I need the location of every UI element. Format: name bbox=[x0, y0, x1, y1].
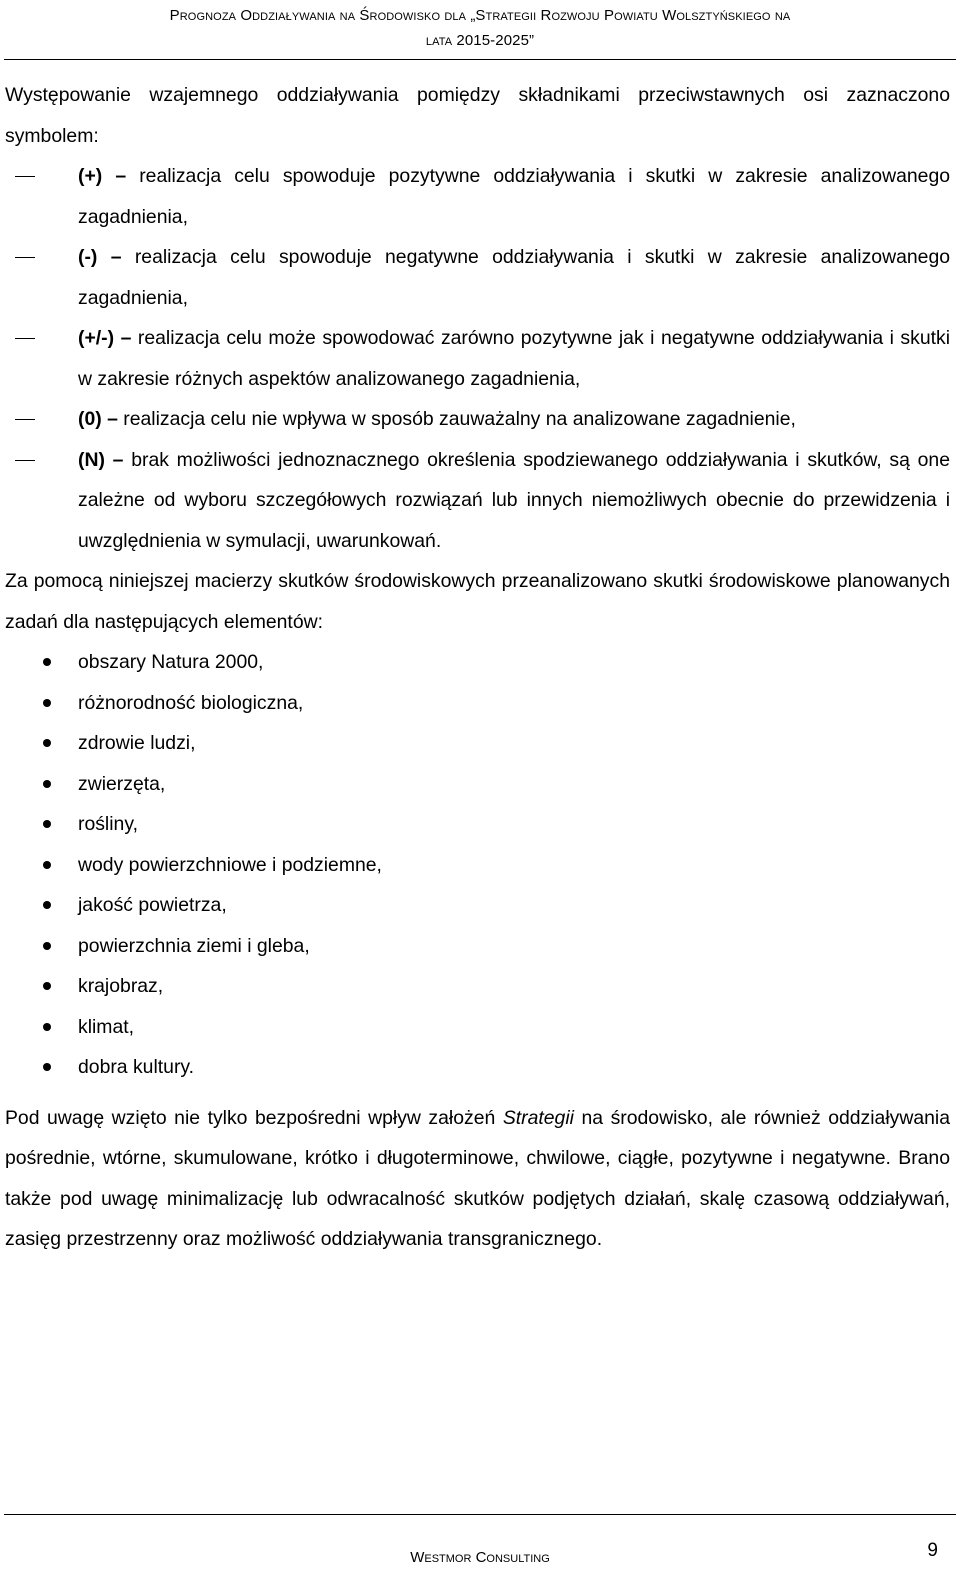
element-list-item bbox=[5, 804, 950, 845]
symbol-description: brak możliwości jednoznacznego określenia spodziewanego oddziaływania i skutków, są one zależne od wyboru szczegółowych rozwiązań lub innych niemożliwych obecnie do przewidzenia i uwzględnienia w symulacji, uwarunkowań. bbox=[78, 448, 951, 552]
header-title-line1: Prognoza Oddziaływania na Środowisko dla „Strategii Rozwoju Powiatu Wolsztyńskiego na bbox=[169, 7, 791, 24]
closing-paragraph bbox=[5, 1098, 950, 1260]
closing-text-part1: Pod uwagę wzięto nie tylko bezpośredni wpływ założeń bbox=[5, 1106, 496, 1129]
closing-italic-term: Strategii bbox=[502, 1106, 574, 1129]
element-label: obszary Natura 2000, bbox=[78, 651, 264, 673]
symbol-list-item bbox=[5, 318, 950, 399]
element-label: jakość powietrza, bbox=[78, 894, 227, 916]
element-list-item bbox=[5, 845, 950, 886]
element-list-item bbox=[5, 1007, 950, 1048]
header-title-line2: lata 2015-2025” bbox=[425, 32, 535, 49]
symbol-list bbox=[5, 156, 950, 561]
symbol-code: (+) bbox=[78, 165, 103, 187]
symbol-dash: – bbox=[112, 448, 132, 471]
element-list-item bbox=[5, 966, 950, 1007]
symbol-dash: – bbox=[110, 246, 135, 268]
element-list-item bbox=[5, 642, 950, 683]
footer-divider bbox=[4, 1514, 956, 1515]
intro-paragraph: Występowanie wzajemnego oddziaływania pomiędzy składnikami przeciwstawnych osi zaznaczono symbolem: bbox=[5, 84, 950, 147]
element-list-item bbox=[5, 764, 950, 805]
symbol-list-item bbox=[5, 399, 950, 440]
symbol-description: realizacja celu może spowodować zarówno pozytywne jak i negatywne oddziaływania i skutki w zakresie różnych aspektów analizowanego zagadnienia, bbox=[78, 327, 950, 390]
matrix-intro-paragraph: Za pomocą niniejszej macierzy skutków środowiskowych przeanalizowano skutki środowiskowe planowanych zadań dla następujących elementów: bbox=[5, 570, 950, 633]
element-label: zdrowie ludzi, bbox=[78, 732, 196, 754]
symbol-description: realizacja celu spowoduje negatywne oddziaływania i skutki w zakresie analizowanego zagadnienia, bbox=[78, 246, 951, 309]
symbol-code: (-) bbox=[78, 246, 98, 268]
symbol-dash: – bbox=[120, 327, 138, 349]
element-list-item bbox=[5, 1047, 950, 1088]
symbol-description: realizacja celu nie wpływa w sposób zauważalny na analizowane zagadnienie, bbox=[123, 408, 796, 430]
symbol-dash: – bbox=[115, 165, 140, 187]
footer-company-name: Westmor Consulting bbox=[410, 1549, 550, 1566]
element-label: rośliny, bbox=[78, 813, 138, 835]
element-list-item bbox=[5, 723, 950, 764]
element-label: dobra kultury. bbox=[78, 1056, 195, 1078]
symbol-code: (+/-) bbox=[78, 327, 115, 349]
closing-text-part2: na środowisko, ale również oddziaływania pośrednie, wtórne, skumulowane, krótko i długoterminowe, chwilowe, ciągłe, pozytywne i negatywne. Brano także pod uwagę minimalizację lub odwracalność skutków podjętych działań, skalę czasową oddziaływań, zasięg przestrzenny oraz możliwość oddziaływania transgranicznego. bbox=[5, 1106, 951, 1250]
symbol-description: realizacja celu spowoduje pozytywne oddziaływania i skutki w zakresie analizowanego zagadnienia, bbox=[78, 165, 951, 228]
document-body bbox=[5, 75, 950, 1260]
symbol-list-item bbox=[5, 237, 950, 318]
element-list-item bbox=[5, 683, 950, 724]
symbol-code: (N) bbox=[78, 448, 105, 471]
elements-list bbox=[5, 642, 950, 1088]
element-label: klimat, bbox=[78, 1015, 135, 1038]
element-list-item bbox=[5, 885, 950, 926]
element-label: krajobraz, bbox=[78, 975, 164, 997]
header-divider bbox=[4, 59, 956, 60]
element-label: różnorodność biologiczna, bbox=[78, 691, 304, 714]
element-label: zwierzęta, bbox=[78, 772, 166, 795]
page-header bbox=[0, 0, 960, 55]
symbol-list-item bbox=[5, 440, 950, 562]
element-label: wody powierzchniowe i podziemne, bbox=[78, 853, 382, 876]
symbol-dash: – bbox=[107, 408, 124, 430]
element-label: powierzchnia ziemi i gleba, bbox=[78, 934, 310, 957]
page-number: 9 bbox=[927, 1540, 938, 1561]
symbol-list-item bbox=[5, 156, 950, 237]
symbol-code: (0) bbox=[78, 408, 102, 430]
element-list-item bbox=[5, 926, 950, 967]
